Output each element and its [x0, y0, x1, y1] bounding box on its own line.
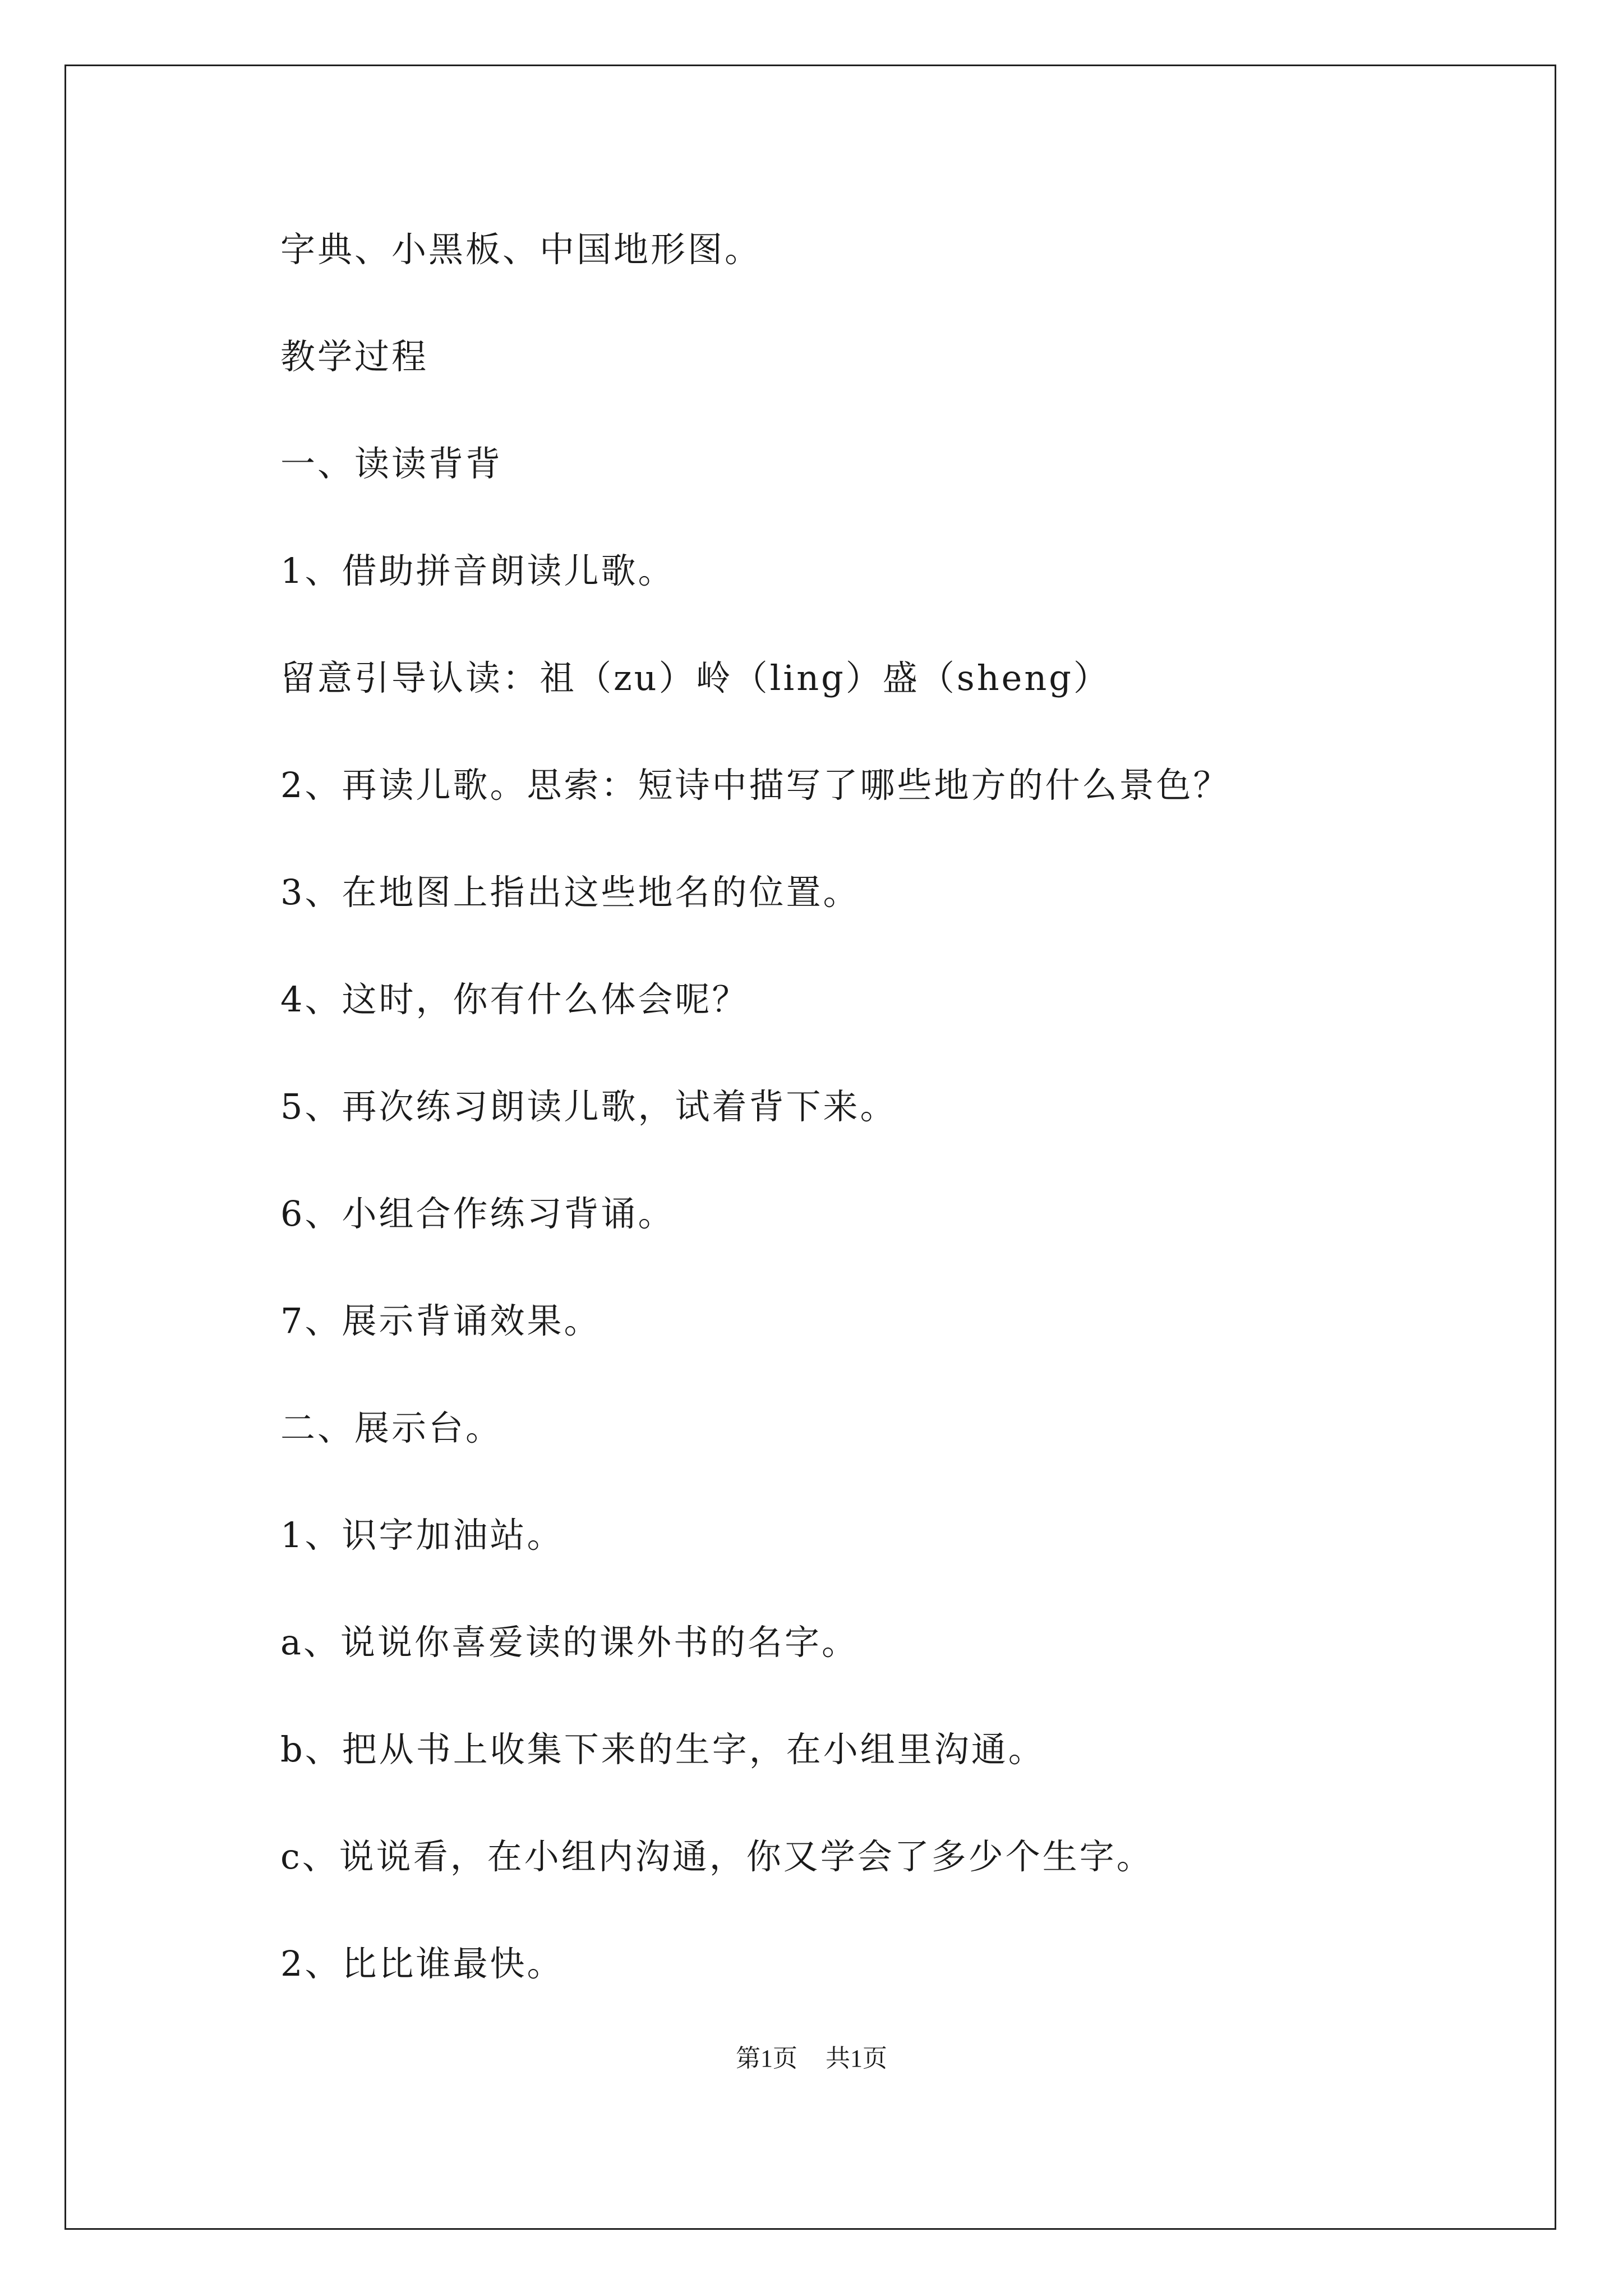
page-footer	[0, 2042, 1623, 2076]
list-item: 1、识字加油站。	[280, 1515, 564, 1556]
list-item: 4、这时，你有什么体会呢？	[280, 979, 749, 1020]
list-item: 6、小组合作练习背诵。	[280, 1193, 675, 1234]
section-heading: 一、读读背背	[280, 443, 503, 484]
list-item: 5、再次练习朗读儿歌，试着背下来。	[280, 1086, 897, 1127]
text-line: 字典、小黑板、中国地形图。	[280, 229, 762, 270]
document-body	[280, 222, 1486, 2043]
page-total: 共1页	[826, 2045, 887, 2072]
list-item: b、把从书上收集下来的生字，在小组里沟通。	[280, 1729, 1045, 1770]
list-item: a、说说你喜爱读的课外书的名字。	[280, 1622, 859, 1663]
list-item: 2、再读儿歌。思索：短诗中描写了哪些地方的什么景色？	[280, 765, 1230, 806]
list-item: c、说说看，在小组内沟通，你又学会了多少个生字。	[280, 1836, 1154, 1877]
list-item: 2、比比谁最快。	[280, 1943, 564, 1984]
list-item: 3、在地图上指出这些地名的位置。	[280, 872, 860, 913]
section-heading: 教学过程	[280, 336, 429, 377]
list-item: 7、展示背诵效果。	[280, 1300, 601, 1341]
page-number: 第1页	[736, 2045, 797, 2072]
section-heading: 二、展示台。	[280, 1407, 503, 1448]
text-line: 留意引导认读：祖（zu）岭（ling）盛（sheng）	[280, 657, 1110, 698]
list-item: 1、借助拼音朗读儿歌。	[280, 550, 675, 591]
